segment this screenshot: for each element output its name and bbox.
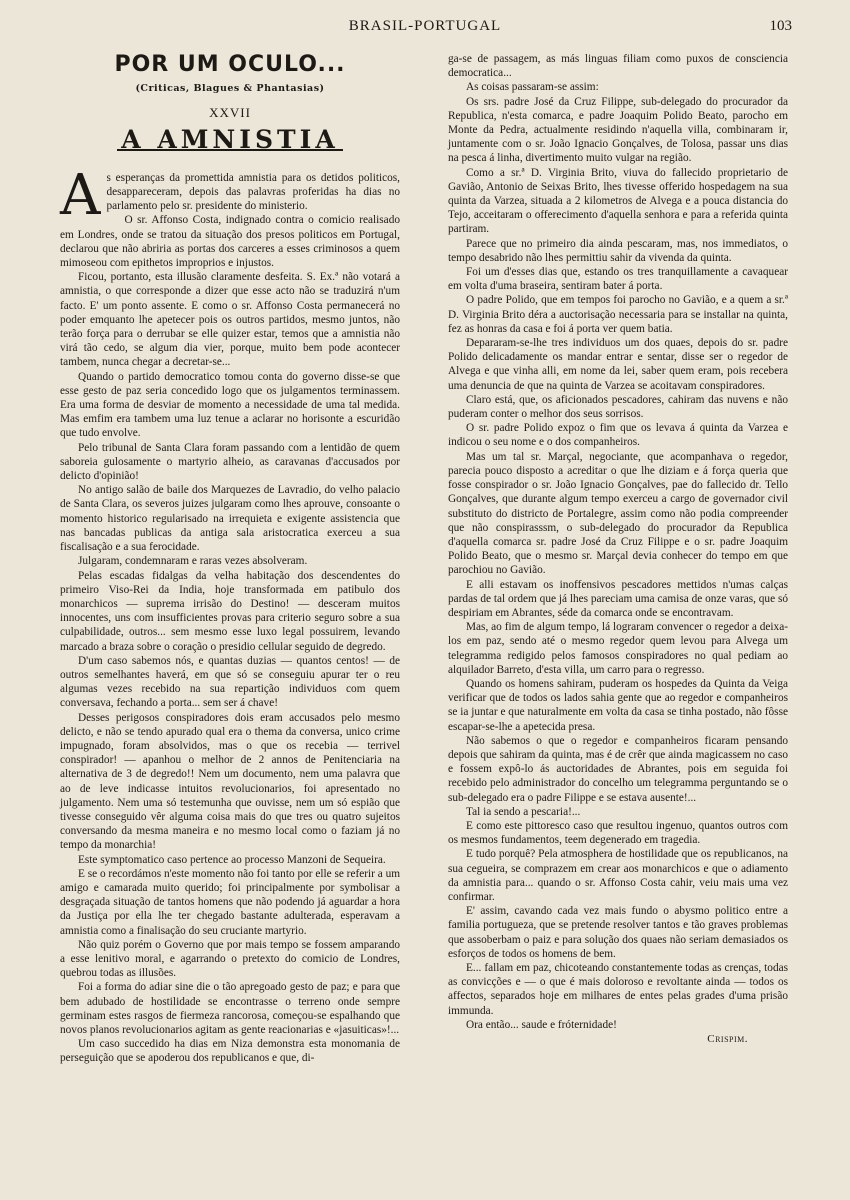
paragraph: Pelo tribunal de Santa Clara foram passando com a lentidão de quem saboreia gulosamente o martyrio alheio, as caravanas d'accusados por delicto d'opinião! (60, 441, 400, 483)
author-signature: Crispim. (707, 1033, 748, 1046)
paragraph: E tudo porquê? Pela atmosphera de hostilidade que os republicanos, na sua cegueira, se comprazem em crear aos monarchicos e que o adiamento da amnistia para... quando o sr. Affonso Costa cahir, veiu mais uma vez confirmar. (448, 848, 788, 903)
paragraph: Desses perigosos conspiradores dois eram accusados pelo mesmo delicto, e não se tendo apurado qual era o thema da conversa, unico crime impugnado, foram absolvidos, mas o que os recebia — terrivel conspirador! — apanhou o melhor de 2 annos de Penitenciaria na alternativa de 3 de degredo!! Nem um documento, nem uma palavra que ao de leve indicasse intuitos revolucionarios, foi apresentado no julgamento. Nem uma só testemunha que ouvisse, nem um só espião que tivesse conseguido vêr alguma coisa mais do que tres ou quatro sujeitos conversando da mesma maneira e no mesmo local como o faziam já no tempo da monarchia! (60, 711, 400, 852)
paragraph: Um caso succedido ha dias em Niza demonstra esta monomania de perseguição que se apoderou dos republicanos e que, di- (60, 1038, 400, 1065)
article-series-title: POR UM OCULO... (114, 52, 346, 77)
paragraph: Este symptomatico caso pertence ao processo Manzoni de Sequeira. (78, 853, 386, 866)
paragraph: As coisas passaram-se assim: (466, 81, 599, 94)
paragraph: Claro está, que, os aficionados pescadores, cahiram das nuvens e não puderam conter o melhor dos seus sorrisos. (448, 393, 788, 421)
paragraph: Quando o partido democratico tomou conta do governo disse-se que esse gesto de paz seria concedido logo que os julgamentos terminassem. Era uma forma de desviar de momento a necessidade de uma tal medida. Mas emfim era tambem uma luz tenue a aclarar no horisonte a escuridão que tudo envolve. (60, 370, 400, 440)
paragraph: D'um caso sabemos nós, e quantas duzias — quantos centos! — de outros semelhantes haverá, em que só se conseguiu apurar ter o reu algumas vezes recebido na sua repartição individuos com quem conversava, fechando a porta... sem ser á chave! (60, 654, 400, 710)
page-header (0, 18, 850, 42)
paragraph: O sr. Affonso Costa, indignado contra o comicio realisado em Londres, onde se tratou da situação dos presos politicos em Portugal, declarou que não abriria as portas dos carceres a esses criminosos a quem mimoseou com epithetos improprios e injustos. (60, 214, 400, 270)
paragraph: E' assim, cavando cada vez mais fundo o abysmo politico entre a familia portugueza, que se pretende resolver tantos e tão graves problemas que assoberbam o paiz e para solução dos quaes não seriam demasiados os esforços de todos os homens de bem. (448, 905, 788, 960)
paragraph: Os srs. padre José da Cruz Filippe, sub-delegado do procurador da Republica, n'esta comarca, e padre Joaquim Polido Beato, parocho em Monte da Pedra, actualmente residindo n'aquella villa, combinaram ir, juntamente com o sr. João Ignacio Gonçalves, de Tolosa, passar uns dias na pesca á linha, divertimento muito vulgar na região. (448, 95, 788, 165)
paragraph: Pelas escadas fidalgas da velha habitação dos descendentes do primeiro Viso-Rei da India, hoje transformada em patibulo dos monarchicos — suprema irrisão do Destino! — desceram muitos innocentes, uns com insufficientes provas para criterio seguro sobre a sua culpabilidade, outros... sem mesmo esse luxo legal possuirem, levando marcado a braza sobre o coração o presidio cellular seguido de degredo. (60, 569, 400, 653)
paragraph: E se o recordámos n'este momento não foi tanto por elle se referir a um amigo e camarada muito querido; foi principalmente por symbolisar a desgraçada situação de tantos homens que não podendo já aguardar a hora da Justiça por ella lhe ter chegado bastante adulterada, esperavam a amnistia como a finalisação do seu cruciante martyrio. (60, 867, 400, 937)
paragraph: Parece que no primeiro dia ainda pescaram, mas, nos immediatos, o tempo desabrido não lhes permittiu sahir da vivenda da quinta. (448, 237, 788, 264)
left-column (60, 52, 400, 1066)
paragraph: Ficou, portanto, esta illusão claramente desfeita. S. Ex.ª não votará a amnistia, o que corresponde a dizer que esse acto não se traduzirá n'um facto. E' um ponto assente. E como o sr. Affonso Costa permanecerá no poder emquanto lhe apetecer pois os outros partidos, mesmo juntos, não terão força para o derrubar se elle quizer estar, temos que a amnistia não virá tão cedo, se algum dia vier, porque, muito bem pode acontecer tambem, nunca chegar a decretar-se... (60, 271, 400, 369)
paragraph: Tal ia sendo a pescaria!... (466, 805, 581, 818)
paragraph: No antigo salão de baile dos Marquezes de Lavradio, do velho palacio de Santa Clara, os severos juizes julgaram como lhes aprouve, consoante o momento historico regularisado na irrequieta e exigente assistencia que nas bancadas publicas da antiga sala aristocratica exerceu a sua fiscalisação e a sua ferocidade. (60, 484, 400, 554)
paragraph: Como a sr.ª D. Virginia Brito, viuva do fallecido proprietario de Gavião, Antonio de Seixas Brito, lhes tivesse offerido hospedagem na sua quinta da Varzea, situada a 2 kilometros de Alvega e a pouca distancia do Tejo, acceitaram o offerecimento d'aquella senhora e para a referida quinta partiram. (448, 166, 788, 236)
paragraph: E... fallam em paz, chicoteando constantemente todas as crenças, todas as convicções e — o que é mais doloroso e revoltante ainda — todos os affectos, separados hoje em milhares de entes pelas grades d'uma prisão immunda. (448, 962, 788, 1017)
paragraph: Ora então... saude e fróternidade! (466, 1018, 617, 1031)
paragraph: ga-se de passagem, as más linguas filiam como puxos de consciencia democratica... (448, 53, 788, 80)
article-series-subtitle: (Criticas, Blagues & Phantasias) (135, 83, 325, 95)
paragraph: Não sabemos o que o regedor e companheiros ficaram pensando depois que sahiram da quinta, mas é de crêr que ainda magicassem no caso e fossem expô-lo ás auctoridades de Abrantes, pois em seguida foi recebido pelo administrador do concelho um telegramma perguntando se o sub-delegado era o padre Filippe e se estava ausente!... (448, 734, 788, 804)
paragraph: Depararam-se-lhe tres individuos um dos quaes, depois do sr. padre Polido delicadamente os mandar entrar e sentar, disse ser o regedor de Alvega e que vinha alli, em nome da lei, saber quem eram, pois recebera uma denuncia de que na quinta de Varzea se acoitavam conspiradores. (448, 337, 788, 392)
right-column (448, 52, 788, 1046)
paragraph: O sr. padre Polido expoz o fim que os levava á quinta da Varzea e indicou o seu nome e o dos companheiros. (448, 422, 788, 449)
paragraph: E alli estavam os inoffensivos pescadores mettidos n'umas calças pardas de tal ordem que já lhes pareciam uma camisa de onze varas, que só despiriam em Abrantes, séde da comarca onde se encontravam. (448, 578, 788, 619)
paragraph: Foi a forma do adiar sine die o tão apregoado gesto de paz; e para que bem adubado de hostilidade se encontrasse o terreno onde sempre germinam estes rasgos de fiermeza rancorosa, começou-se espalhando que novos planos revolucionarios agitam as gente reacionarias e «jasuiticas»!... (60, 981, 400, 1036)
running-title: BRASIL-PORTUGAL (348, 18, 502, 34)
article-heading: A AMNISTIA (117, 133, 342, 151)
title-block (60, 52, 400, 171)
paragraph: Não quiz porém o Governo que por mais tempo se fossem amparando a esse lenitivo moral, e agarrando o pretexto do comicio de Londres, quebrou todas as illusões. (60, 938, 400, 980)
paragraph: E como este pittoresco caso que resultou ingenuo, quantos outros com os mesmos fundamentos, teem degenerado em tragedia. (448, 819, 788, 847)
drop-cap: A (60, 162, 101, 228)
paragraph: Mas um tal sr. Marçal, negociante, que acompanhava o regedor, parecia pouco disposto a acreditar o que lhe diziam e á força queria que fosse conspirador o sr. João Ignacio Gonçalves, pae do fallecido dr. Tello Gonçalves, que durante algum tempo exerceu a cargo de governador civil substituto do districto de Portalegre, assim como não podia compreender que não conspirasssm, o sub-delegado do procurador da Republica d'aquella comarca sr. padre José da Cruz Filippe e o sr. padre Joaquim Polido Beato, que o mesmo sr. Marçal devia conhecer do tempo em que parochiou no Gavião. (448, 450, 788, 577)
paragraph: O padre Polido, que em tempos foi parocho no Gavião, e a quem a sr.ª D. Virginia Brito déra a auctorisação necessaria para se installar na quinta, fez as honras da casa e foi á porta ver quem batia. (448, 294, 788, 335)
paragraph: Quando os homens sahiram, puderam os hospedes da Quinta da Veiga verificar que de todos os lados sahia gente que ao regedor e companheiros se ia juntar e que naturalmente em volta da casa se tinha postado, não fôsse escapar-se-lhe a apetecida presa. (448, 677, 788, 733)
page-number: 103 (769, 18, 792, 34)
paragraph: Mas, ao fim de algum tempo, lá lograram convencer o regedor a deixa-los em paz, sendo até o mesmo regedor quem levou para Alvega um telegramma redigido pelos famosos conspiradores no qual pediam ao alquilador Barreto, d'esta villa, um carro para o regresso. (448, 621, 788, 676)
paragraph: As esperanças da promettida amnistia para os detidos politicos, desappareceram, depois das palavras proferidas ha dias no parlamento pelo sr. presidente do ministerio. (60, 162, 400, 228)
paragraph: Julgaram, condemnaram e raras vezes absolveram. (78, 555, 308, 568)
paragraph: Foi um d'esses dias que, estando os tres tranquillamente a cavaquear em volta d'uma braseira, sentiram bater á porta. (448, 266, 788, 293)
article-part-number: XXVII (209, 105, 251, 121)
